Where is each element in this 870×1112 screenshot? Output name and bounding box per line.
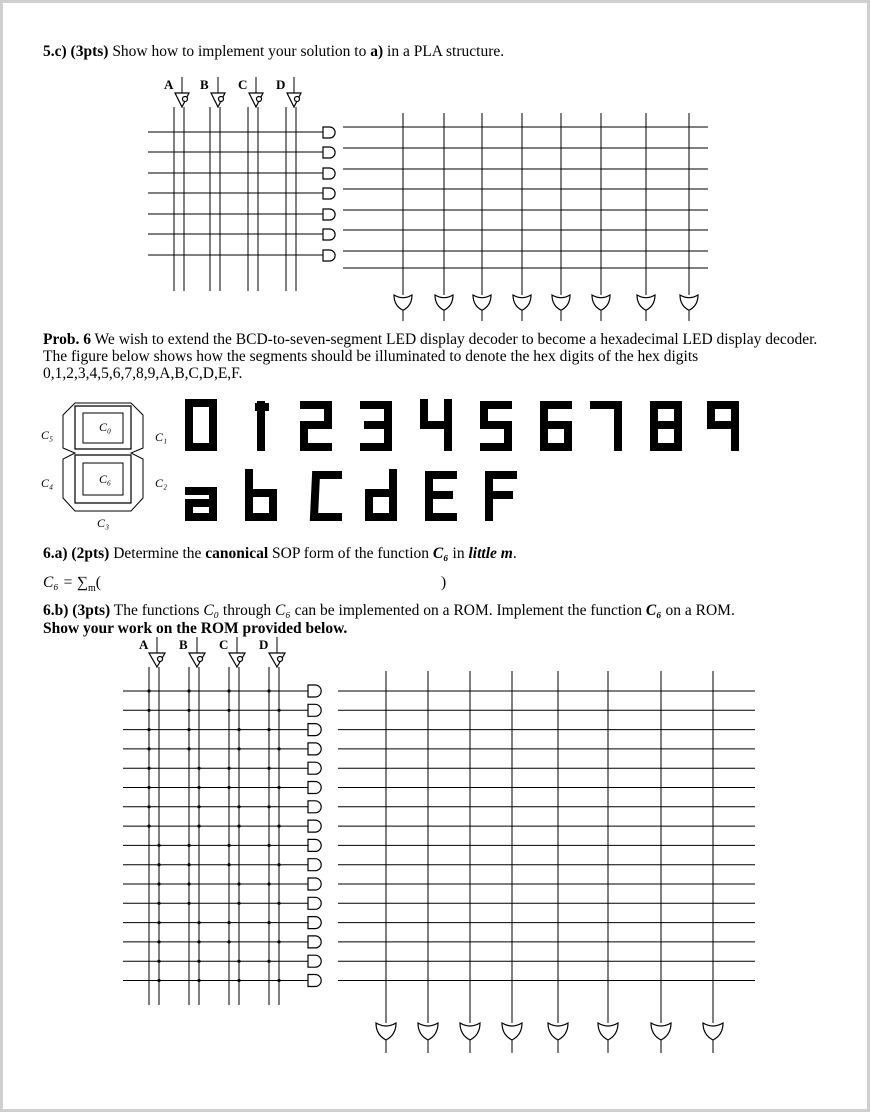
function-name: C₆ — [432, 545, 449, 562]
connection-dot — [277, 940, 280, 943]
connection-dot — [197, 960, 200, 963]
seg-label-c5: C₅ — [41, 428, 54, 442]
question-text-mid: SOP form of the function — [268, 545, 433, 562]
and-gate — [308, 955, 321, 967]
input-label: A — [139, 637, 149, 652]
seg-label-c0: C₀ — [99, 420, 112, 434]
question-text-mid: through — [219, 602, 276, 619]
connection-dot — [227, 689, 230, 692]
question-text: Determine the — [109, 545, 206, 562]
connection-dot — [157, 921, 160, 924]
connection-dot — [147, 805, 150, 808]
or-gate — [502, 1023, 522, 1040]
question-ref: a) — [370, 43, 384, 60]
and-gate — [308, 897, 321, 909]
connection-dot — [187, 709, 190, 712]
or-gate — [548, 1023, 568, 1040]
seg-label-c3: C₃ — [97, 516, 110, 530]
question-number: 5.c) (3pts) — [43, 43, 109, 60]
answer-lhs: C₆ = ∑ — [43, 574, 88, 591]
connection-dot — [147, 689, 150, 692]
connection-dot — [187, 882, 190, 885]
connection-dot — [197, 825, 200, 828]
and-gate — [308, 762, 321, 774]
connection-dot — [197, 979, 200, 982]
answer-sub: m — [88, 583, 96, 595]
seg-label-c6: C₆ — [99, 472, 112, 486]
and-gate — [308, 859, 321, 871]
answer-close: ) — [441, 574, 447, 591]
input-label: C — [238, 77, 248, 92]
and-gate — [308, 801, 321, 813]
function-c0: C₀ — [203, 602, 220, 619]
connection-dot — [227, 709, 230, 712]
little-m: little m — [468, 545, 513, 562]
invert-bubble — [198, 657, 203, 662]
input-label: D — [259, 637, 269, 652]
function-c6-bold: C₆ — [645, 602, 662, 619]
connection-dot — [277, 863, 280, 866]
connection-dot — [227, 863, 230, 866]
input-label: A — [164, 77, 174, 92]
invert-bubble — [238, 657, 243, 662]
question-number: 6.a) (2pts) — [43, 545, 110, 562]
invert-bubble — [158, 657, 163, 662]
connection-dot — [157, 902, 160, 905]
and-gate — [308, 917, 321, 929]
or-gate — [598, 1023, 618, 1040]
input-label: B — [179, 637, 188, 652]
connection-dot — [187, 844, 190, 847]
connection-dot — [197, 786, 200, 789]
connection-dot — [187, 902, 190, 905]
connection-dot — [187, 747, 190, 750]
and-gate — [308, 704, 321, 716]
connection-dot — [237, 979, 240, 982]
connection-dot — [197, 921, 200, 924]
connection-dot — [147, 709, 150, 712]
connection-dot — [237, 902, 240, 905]
connection-dot — [227, 940, 230, 943]
connection-dot — [227, 786, 230, 789]
input-label: B — [200, 77, 209, 92]
connection-dot — [227, 767, 230, 770]
connection-dot — [277, 747, 280, 750]
connection-dot — [197, 805, 200, 808]
bold-word: canonical — [205, 545, 269, 562]
connection-dot — [147, 767, 150, 770]
or-gate — [418, 1023, 438, 1040]
connection-dot — [267, 960, 270, 963]
and-gate — [308, 685, 321, 697]
and-gate — [308, 936, 321, 948]
connection-dot — [267, 805, 270, 808]
connection-dot — [197, 767, 200, 770]
problem-text: We wish to extend the BCD-to-seven-segment LED display decoder to become a hexadecimal LED display decoder. The figure below shows how the segments should be illuminated to denote the hex digits of the hex digits 0,1,2,3,4,5,6,7,8,9,A,B,C,D,E,F. — [43, 331, 818, 382]
connection-dot — [267, 689, 270, 692]
connection-dot — [277, 979, 280, 982]
connection-dot — [277, 902, 280, 905]
input-label: D — [276, 77, 286, 92]
connection-dot — [187, 863, 190, 866]
connection-dot — [267, 767, 270, 770]
question-text-end: on a ROM. — [661, 602, 735, 619]
or-gate — [460, 1023, 480, 1040]
connection-dot — [237, 882, 240, 885]
and-gate — [308, 975, 321, 987]
question-text-mid2: can be implemented on a ROM. Implement the function — [290, 602, 646, 619]
connection-dot — [237, 825, 240, 828]
input-label: C — [219, 637, 229, 652]
connection-dot — [187, 728, 190, 731]
period: . — [512, 545, 517, 562]
question-text: Show how to implement your solution to — [108, 43, 371, 60]
connection-dot — [157, 844, 160, 847]
and-gate — [308, 878, 321, 890]
connection-dot — [157, 960, 160, 963]
connection-dot — [157, 882, 160, 885]
answer-open: ( — [95, 574, 101, 591]
invert-bubble — [278, 657, 283, 662]
seg-label-c4: C₄ — [41, 476, 54, 490]
connection-dot — [197, 940, 200, 943]
connection-dot — [237, 960, 240, 963]
problem-number: Prob. 6 — [43, 331, 91, 348]
rom-diagram — [3, 3, 867, 1109]
and-gate — [308, 782, 321, 794]
connection-dot — [267, 844, 270, 847]
and-gate — [308, 820, 321, 832]
connection-dot — [187, 689, 190, 692]
connection-dot — [147, 825, 150, 828]
connection-dot — [237, 747, 240, 750]
question-number: 6.b) (3pts) — [43, 602, 111, 619]
connection-dot — [157, 979, 160, 982]
question-text-end: in — [448, 545, 469, 562]
connection-dot — [277, 709, 280, 712]
connection-dot — [277, 825, 280, 828]
connection-dot — [147, 728, 150, 731]
and-gate — [308, 839, 321, 851]
seg-label-c1: C₁ — [155, 430, 168, 444]
connection-dot — [157, 940, 160, 943]
connection-dot — [277, 786, 280, 789]
seg-label-c2: C₂ — [155, 476, 168, 490]
connection-dot — [147, 747, 150, 750]
function-c6: C₆ — [275, 602, 291, 619]
or-gate — [703, 1023, 723, 1040]
and-gate — [308, 743, 321, 755]
connection-dot — [147, 786, 150, 789]
connection-dot — [237, 805, 240, 808]
bold-instruction: Show your work on the ROM provided below. — [43, 620, 348, 637]
connection-dot — [267, 728, 270, 731]
connection-dot — [267, 921, 270, 924]
connection-dot — [157, 863, 160, 866]
connection-dot — [227, 844, 230, 847]
connection-dot — [227, 921, 230, 924]
or-gate — [376, 1023, 396, 1040]
connection-dot — [267, 882, 270, 885]
or-gate — [651, 1023, 671, 1040]
question-text-end: in a PLA structure. — [383, 43, 505, 60]
connection-dot — [237, 728, 240, 731]
and-gate — [308, 724, 321, 736]
question-text: The functions — [110, 602, 204, 619]
